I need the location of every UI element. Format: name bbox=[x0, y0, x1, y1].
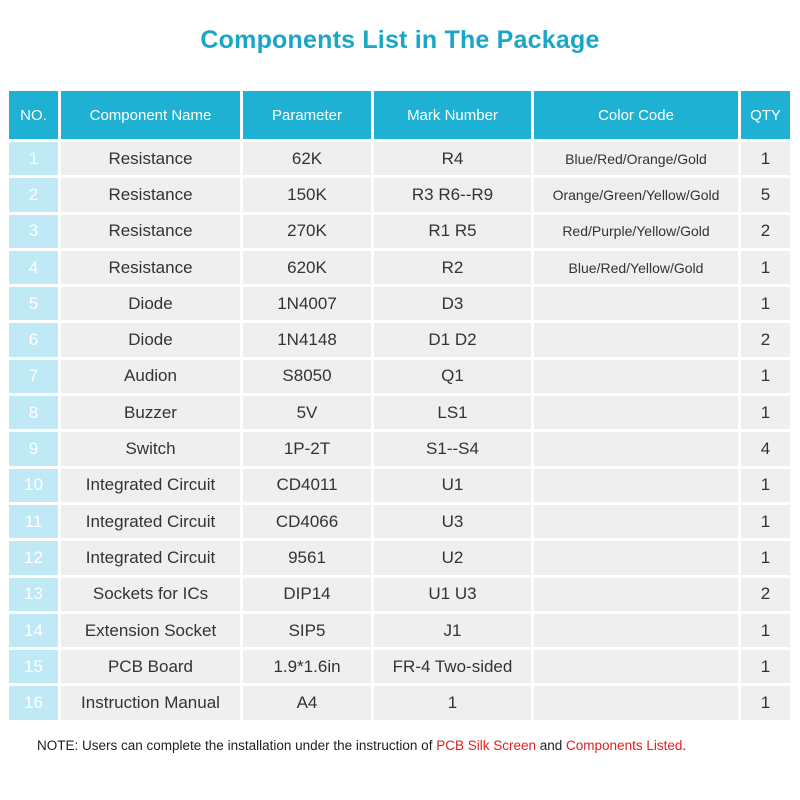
cell-no: 12 bbox=[9, 541, 58, 574]
cell-parameter: 5V bbox=[243, 396, 371, 429]
cell-parameter: A4 bbox=[243, 686, 371, 719]
cell-qty: 1 bbox=[741, 614, 790, 647]
table-row bbox=[9, 432, 790, 465]
cell-mark-number: R4 bbox=[374, 142, 531, 175]
table-row bbox=[9, 251, 790, 284]
cell-no: 15 bbox=[9, 650, 58, 683]
cell-qty: 5 bbox=[741, 178, 790, 211]
table-row bbox=[9, 323, 790, 356]
cell-parameter: 270K bbox=[243, 215, 371, 248]
cell-no: 7 bbox=[9, 360, 58, 393]
cell-no: 10 bbox=[9, 469, 58, 502]
cell-mark-number: 1 bbox=[374, 686, 531, 719]
cell-color-code bbox=[534, 287, 738, 320]
cell-qty: 1 bbox=[741, 505, 790, 538]
cell-no: 16 bbox=[9, 686, 58, 719]
note-pcb-silk-screen: PCB Silk Screen bbox=[436, 738, 536, 753]
cell-mark-number: R3 R6--R9 bbox=[374, 178, 531, 211]
cell-color-code bbox=[534, 650, 738, 683]
cell-qty: 1 bbox=[741, 469, 790, 502]
cell-color-code bbox=[534, 614, 738, 647]
cell-no: 5 bbox=[9, 287, 58, 320]
cell-color-code bbox=[534, 323, 738, 356]
cell-component-name: Integrated Circuit bbox=[61, 505, 240, 538]
table-row bbox=[9, 505, 790, 538]
cell-parameter: 9561 bbox=[243, 541, 371, 574]
cell-qty: 1 bbox=[741, 142, 790, 175]
cell-no: 8 bbox=[9, 396, 58, 429]
cell-parameter: DIP14 bbox=[243, 578, 371, 611]
cell-qty: 1 bbox=[741, 650, 790, 683]
cell-no: 1 bbox=[9, 142, 58, 175]
cell-qty: 2 bbox=[741, 215, 790, 248]
cell-component-name: Resistance bbox=[61, 178, 240, 211]
header-parameter: Parameter bbox=[243, 91, 371, 139]
header-qty: QTY bbox=[741, 91, 790, 139]
cell-color-code bbox=[534, 432, 738, 465]
table-row bbox=[9, 287, 790, 320]
cell-color-code bbox=[534, 541, 738, 574]
cell-component-name: Integrated Circuit bbox=[61, 541, 240, 574]
table-header-row bbox=[9, 91, 790, 139]
cell-color-code: Orange/Green/Yellow/Gold bbox=[534, 178, 738, 211]
cell-component-name: Resistance bbox=[61, 142, 240, 175]
cell-color-code bbox=[534, 469, 738, 502]
cell-mark-number: FR-4 Two-sided bbox=[374, 650, 531, 683]
note-middle: and bbox=[536, 738, 567, 753]
cell-no: 14 bbox=[9, 614, 58, 647]
note-components-listed: Components Listed bbox=[566, 738, 683, 753]
cell-component-name: Integrated Circuit bbox=[61, 469, 240, 502]
cell-qty: 1 bbox=[741, 360, 790, 393]
cell-no: 4 bbox=[9, 251, 58, 284]
cell-no: 2 bbox=[9, 178, 58, 211]
cell-color-code bbox=[534, 360, 738, 393]
cell-qty: 1 bbox=[741, 287, 790, 320]
cell-qty: 1 bbox=[741, 686, 790, 719]
table-row bbox=[9, 614, 790, 647]
header-color-code: Color Code bbox=[534, 91, 738, 139]
cell-qty: 1 bbox=[741, 251, 790, 284]
page-title: Components List in The Package bbox=[200, 26, 600, 54]
cell-qty: 2 bbox=[741, 323, 790, 356]
cell-color-code bbox=[534, 505, 738, 538]
cell-parameter: SIP5 bbox=[243, 614, 371, 647]
table-row bbox=[9, 360, 790, 393]
cell-component-name: Switch bbox=[61, 432, 240, 465]
cell-mark-number: Q1 bbox=[374, 360, 531, 393]
cell-no: 6 bbox=[9, 323, 58, 356]
cell-parameter: S8050 bbox=[243, 360, 371, 393]
cell-color-code bbox=[534, 686, 738, 719]
cell-parameter: 1N4007 bbox=[243, 287, 371, 320]
installation-note bbox=[37, 738, 686, 753]
table-row bbox=[9, 215, 790, 248]
components-table bbox=[6, 88, 793, 723]
cell-component-name: Resistance bbox=[61, 215, 240, 248]
cell-qty: 1 bbox=[741, 396, 790, 429]
cell-parameter: 1P-2T bbox=[243, 432, 371, 465]
table-row bbox=[9, 541, 790, 574]
table-row bbox=[9, 396, 790, 429]
cell-parameter: 620K bbox=[243, 251, 371, 284]
cell-no: 11 bbox=[9, 505, 58, 538]
cell-no: 9 bbox=[9, 432, 58, 465]
table-row bbox=[9, 142, 790, 175]
header-no: NO. bbox=[9, 91, 58, 139]
header-mark-number: Mark Number bbox=[374, 91, 531, 139]
table-row bbox=[9, 178, 790, 211]
cell-qty: 2 bbox=[741, 578, 790, 611]
cell-component-name: Extension Socket bbox=[61, 614, 240, 647]
cell-parameter: CD4011 bbox=[243, 469, 371, 502]
cell-component-name: Resistance bbox=[61, 251, 240, 284]
cell-mark-number: U3 bbox=[374, 505, 531, 538]
cell-mark-number: R2 bbox=[374, 251, 531, 284]
table-row bbox=[9, 650, 790, 683]
cell-component-name: Instruction Manual bbox=[61, 686, 240, 719]
cell-component-name: Audion bbox=[61, 360, 240, 393]
cell-color-code: Blue/Red/Orange/Gold bbox=[534, 142, 738, 175]
cell-component-name: Buzzer bbox=[61, 396, 240, 429]
note-suffix: . bbox=[682, 738, 687, 753]
cell-no: 3 bbox=[9, 215, 58, 248]
cell-color-code: Red/Purple/Yellow/Gold bbox=[534, 215, 738, 248]
cell-qty: 1 bbox=[741, 541, 790, 574]
cell-component-name: Sockets for ICs bbox=[61, 578, 240, 611]
cell-parameter: 150K bbox=[243, 178, 371, 211]
table-row bbox=[9, 686, 790, 719]
cell-mark-number: U1 U3 bbox=[374, 578, 531, 611]
table-row bbox=[9, 578, 790, 611]
cell-color-code bbox=[534, 578, 738, 611]
cell-mark-number: J1 bbox=[374, 614, 531, 647]
cell-component-name: Diode bbox=[61, 323, 240, 356]
cell-mark-number: LS1 bbox=[374, 396, 531, 429]
cell-mark-number: R1 R5 bbox=[374, 215, 531, 248]
cell-color-code bbox=[534, 396, 738, 429]
cell-mark-number: U2 bbox=[374, 541, 531, 574]
cell-parameter: CD4066 bbox=[243, 505, 371, 538]
cell-parameter: 1N4148 bbox=[243, 323, 371, 356]
cell-parameter: 1.9*1.6in bbox=[243, 650, 371, 683]
cell-mark-number: U1 bbox=[374, 469, 531, 502]
cell-qty: 4 bbox=[741, 432, 790, 465]
cell-no: 13 bbox=[9, 578, 58, 611]
cell-mark-number: D3 bbox=[374, 287, 531, 320]
cell-component-name: PCB Board bbox=[61, 650, 240, 683]
table-row bbox=[9, 469, 790, 502]
cell-color-code: Blue/Red/Yellow/Gold bbox=[534, 251, 738, 284]
cell-mark-number: D1 D2 bbox=[374, 323, 531, 356]
cell-component-name: Diode bbox=[61, 287, 240, 320]
note-prefix: NOTE: Users can complete the installation under the instruction of bbox=[37, 738, 437, 753]
cell-mark-number: S1--S4 bbox=[374, 432, 531, 465]
cell-parameter: 62K bbox=[243, 142, 371, 175]
header-component-name: Component Name bbox=[61, 91, 240, 139]
